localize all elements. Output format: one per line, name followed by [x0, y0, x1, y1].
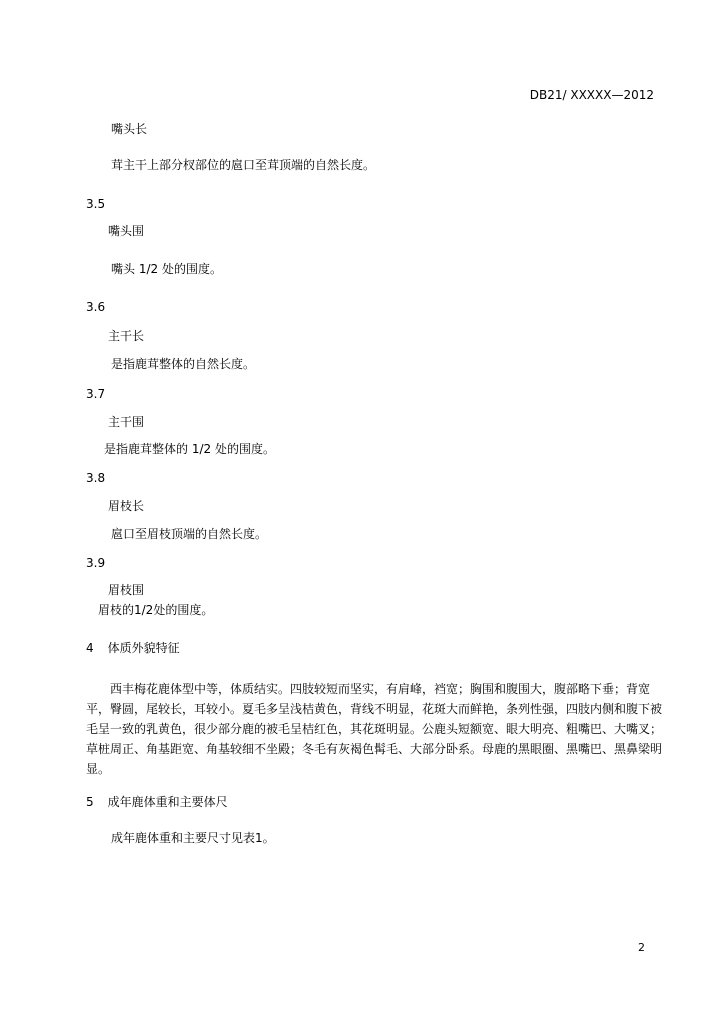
clause-number: 3.8 — [86, 471, 106, 485]
section-body — [86, 679, 662, 779]
term-label: 眉枝长 — [108, 499, 145, 513]
section-title: 成年鹿体重和主要体尺 — [107, 795, 228, 809]
term-definition: 是指鹿茸整体的自然长度。 — [111, 357, 256, 371]
section-heading — [86, 641, 180, 655]
page-number: 2 — [638, 941, 645, 954]
header-code: DB21/ XXXXX—2012 — [529, 88, 654, 102]
term-definition: 扈口至眉枝顶端的自然长度。 — [111, 527, 268, 541]
term-label: 嘴头围 — [108, 224, 145, 238]
term-label: 主干长 — [108, 329, 145, 343]
term-definition: 眉枝的1/2处的围度。 — [98, 603, 214, 617]
section-number: 5 — [86, 795, 94, 809]
section-heading — [86, 795, 228, 809]
term-definition: 茸主干上部分杈部位的扈口至茸顶端的自然长度。 — [111, 158, 376, 172]
term-definition: 是指鹿茸整体的 1/2 处的围度。 — [104, 442, 275, 456]
term-definition: 嘴头 1/2 处的围度。 — [111, 262, 222, 276]
section-body-text: 西丰梅花鹿体型中等，体质结实。四肢较短而坚实，有肩峰，裆宽；胸围和腹围大，腹部略下垂；背宽平，臀圆，尾较长，耳较小。夏毛多呈浅桔黄色，背线不明显，花斑大而鲜艳，条列性强，四肢内侧和腹下被毛呈一致的乳黄色，很少部分鹿的被毛呈桔红色，其花斑明显。公鹿头短额宽、眼大明亮、粗嘴巴、大嘴叉；草桩周正、角基距宽、角基较细不坐殿；冬毛有灰褐色髯毛、大部分卧系。母鹿的黑眼圈、黑嘴巴、黑鼻梁明显。 — [86, 682, 663, 776]
clause-number: 3.6 — [86, 300, 106, 314]
section-number: 4 — [86, 641, 94, 655]
term-label: 主干围 — [108, 415, 145, 429]
section-title: 体质外貌特征 — [107, 641, 180, 655]
clause-number: 3.5 — [86, 197, 106, 211]
clause-number: 3.9 — [86, 556, 106, 570]
term-label: 眉枝围 — [108, 583, 145, 597]
clause-number: 3.7 — [86, 387, 106, 401]
term-label: 嘴头长 — [111, 122, 148, 136]
section-body: 成年鹿体重和主要尺寸见表1。 — [111, 831, 275, 845]
